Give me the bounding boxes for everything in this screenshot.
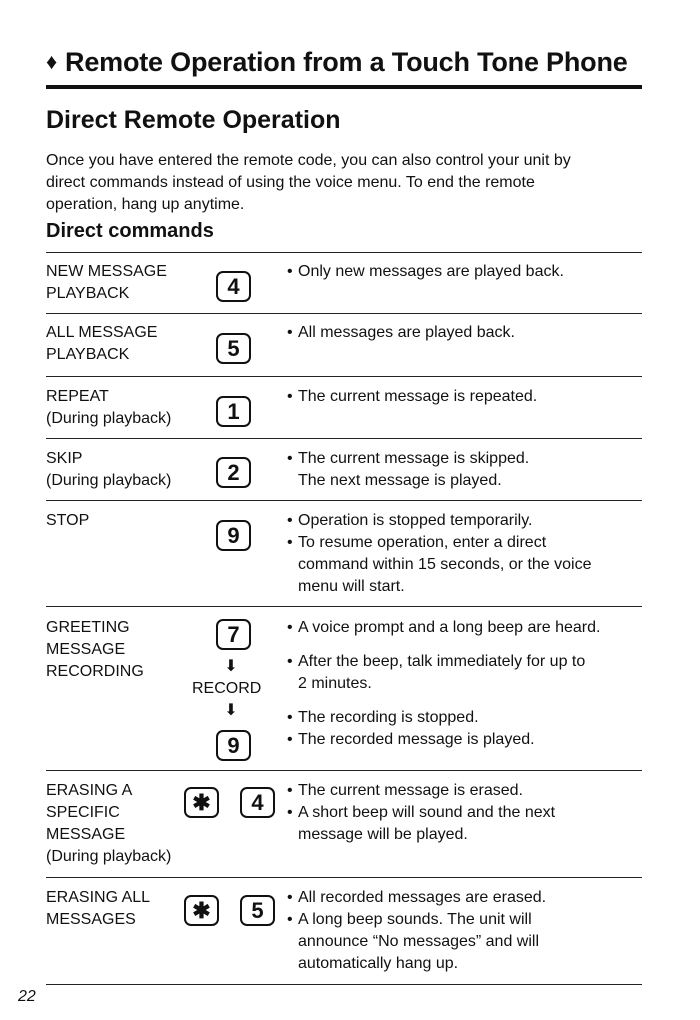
command-label-repeat bbox=[46, 386, 171, 430]
label-line: GREETING bbox=[46, 619, 130, 636]
keypad-key-4: 4 bbox=[240, 787, 275, 818]
bullet-dot: • bbox=[287, 911, 293, 928]
table-bottom-rule bbox=[46, 984, 642, 985]
intro-line: operation, hang up anytime. bbox=[46, 196, 245, 213]
intro-line: Once you have entered the remote code, you can also control your unit by bbox=[46, 152, 571, 169]
row-divider bbox=[46, 376, 642, 377]
label-line: (During playback) bbox=[46, 410, 172, 427]
desc-text: menu will start. bbox=[298, 578, 405, 595]
keypad-key-2: 2 bbox=[216, 457, 251, 488]
desc-text: The current message is erased. bbox=[298, 782, 523, 799]
label-line: ALL MESSAGE bbox=[46, 324, 158, 341]
label-line: PLAYBACK bbox=[46, 346, 130, 363]
bullet-dot: • bbox=[287, 782, 293, 799]
command-label-new-message bbox=[46, 261, 167, 305]
command-desc-greeting bbox=[287, 617, 647, 751]
command-label-erase-all bbox=[46, 887, 150, 931]
command-label-skip bbox=[46, 448, 171, 492]
command-desc-stop bbox=[287, 510, 647, 598]
desc-text: announce “No messages” and will bbox=[298, 933, 540, 950]
label-line: STOP bbox=[46, 512, 90, 529]
desc-text: automatically hang up. bbox=[298, 955, 459, 972]
arrow-down-icon: ⬇ bbox=[224, 658, 238, 675]
bullet-dot: • bbox=[287, 534, 293, 551]
label-line: MESSAGES bbox=[46, 911, 136, 928]
intro-paragraph bbox=[46, 150, 646, 216]
row-divider bbox=[46, 438, 642, 439]
desc-text: command within 15 seconds, or the voice bbox=[298, 556, 592, 573]
label-line: ERASING A bbox=[46, 782, 133, 799]
bullet-dot: • bbox=[287, 619, 293, 636]
row-divider bbox=[46, 500, 642, 501]
keypad-key-7: 7 bbox=[216, 619, 251, 650]
command-desc-skip bbox=[287, 448, 647, 492]
desc-text: The recorded message is played. bbox=[298, 731, 535, 748]
table-top-rule bbox=[46, 252, 642, 253]
command-desc-new-message bbox=[287, 261, 647, 283]
desc-text: After the beep, talk immediately for up to bbox=[298, 653, 586, 670]
keypad-key-1: 1 bbox=[216, 396, 251, 427]
diamond-bullet-icon: ♦ bbox=[46, 49, 58, 74]
row-divider bbox=[46, 606, 642, 607]
commands-heading: Direct commands bbox=[46, 220, 214, 242]
keypad-key-5: 5 bbox=[240, 895, 275, 926]
keypad-key-9: 9 bbox=[216, 730, 251, 761]
row-divider bbox=[46, 313, 642, 314]
desc-text: The next message is played. bbox=[298, 472, 502, 489]
desc-text: message will be played. bbox=[298, 826, 468, 843]
bullet-dot: • bbox=[287, 804, 293, 821]
row-divider bbox=[46, 770, 642, 771]
command-desc-erase-specific bbox=[287, 780, 647, 846]
command-label-erase-specific bbox=[46, 780, 171, 868]
bullet-dot: • bbox=[287, 388, 293, 405]
record-label: RECORD bbox=[192, 680, 262, 697]
label-line: PLAYBACK bbox=[46, 285, 130, 302]
label-line: SPECIFIC bbox=[46, 804, 120, 821]
label-line: RECORDING bbox=[46, 663, 144, 680]
section-title-text: Remote Operation from a Touch Tone Phone bbox=[65, 47, 628, 77]
page-number: 22 bbox=[18, 988, 36, 1005]
desc-text: A voice prompt and a long beep are heard. bbox=[298, 619, 601, 636]
desc-text: To resume operation, enter a direct bbox=[298, 534, 547, 551]
command-desc-all-message bbox=[287, 322, 647, 344]
command-desc-erase-all bbox=[287, 887, 647, 975]
command-label-greeting bbox=[46, 617, 144, 683]
section-title bbox=[46, 47, 628, 78]
keypad-key-5: 5 bbox=[216, 333, 251, 364]
desc-text: The current message is skipped. bbox=[298, 450, 530, 467]
desc-text: The current message is repeated. bbox=[298, 388, 538, 405]
desc-text: 2 minutes. bbox=[298, 675, 372, 692]
keypad-key-9: 9 bbox=[216, 520, 251, 551]
command-desc-repeat bbox=[287, 386, 647, 408]
intro-line: direct commands instead of using the voice menu. To end the remote bbox=[46, 174, 535, 191]
desc-text: A long beep sounds. The unit will bbox=[298, 911, 532, 928]
bullet-dot: • bbox=[287, 709, 293, 726]
desc-text: All recorded messages are erased. bbox=[298, 889, 547, 906]
bullet-dot: • bbox=[287, 324, 293, 341]
desc-text: All messages are played back. bbox=[298, 324, 515, 341]
label-line: REPEAT bbox=[46, 388, 109, 405]
desc-text: Only new messages are played back. bbox=[298, 263, 564, 280]
label-line: MESSAGE bbox=[46, 641, 126, 658]
bullet-dot: • bbox=[287, 889, 293, 906]
command-label-stop bbox=[46, 510, 89, 532]
bullet-dot: • bbox=[287, 653, 293, 670]
bullet-dot: • bbox=[287, 450, 293, 467]
label-line: SKIP bbox=[46, 450, 83, 467]
title-rule bbox=[46, 85, 642, 89]
desc-text: Operation is stopped temporarily. bbox=[298, 512, 533, 529]
keypad-key-4: 4 bbox=[216, 271, 251, 302]
row-divider bbox=[46, 877, 642, 878]
keypad-key-star: ✱ bbox=[184, 895, 219, 926]
label-line: (During playback) bbox=[46, 848, 172, 865]
label-line: NEW MESSAGE bbox=[46, 263, 167, 280]
desc-text: A short beep will sound and the next bbox=[298, 804, 556, 821]
bullet-dot: • bbox=[287, 263, 293, 280]
command-label-all-message bbox=[46, 322, 157, 366]
keypad-key-star: ✱ bbox=[184, 787, 219, 818]
label-line: ERASING ALL bbox=[46, 889, 151, 906]
label-line: (During playback) bbox=[46, 472, 172, 489]
label-line: MESSAGE bbox=[46, 826, 126, 843]
subsection-title: Direct Remote Operation bbox=[46, 106, 341, 134]
bullet-dot: • bbox=[287, 512, 293, 529]
bullet-dot: • bbox=[287, 731, 293, 748]
arrow-down-icon: ⬇ bbox=[224, 702, 238, 719]
desc-text: The recording is stopped. bbox=[298, 709, 479, 726]
